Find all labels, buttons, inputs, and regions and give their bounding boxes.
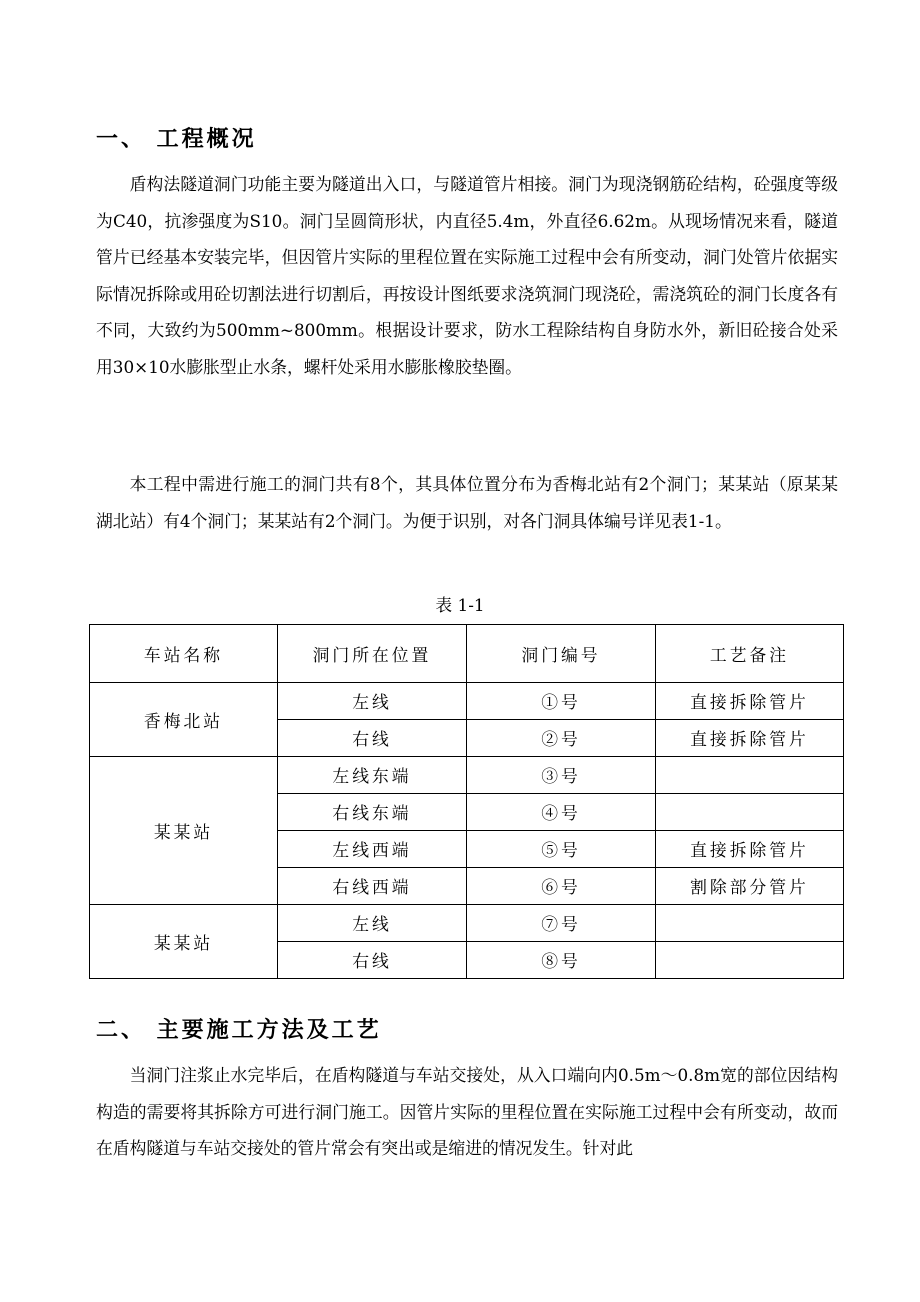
number-cell: ③号 xyxy=(467,757,656,794)
table-header-row xyxy=(90,625,844,683)
position-cell: 左线 xyxy=(278,683,467,720)
header-note: 工艺备注 xyxy=(656,625,844,683)
note-cell: 割除部分管片 xyxy=(656,868,844,905)
position-cell: 右线西端 xyxy=(278,868,467,905)
section-1-heading: 一、 工程概况 xyxy=(96,127,257,152)
number-cell: ①号 xyxy=(467,683,656,720)
section-2-paragraph-1: 当洞门注浆止水完毕后，在盾构隧道与车站交接处，从入口端向内0.5m～0.8m宽的部位因结构构造的需要将其拆除方可进行洞门施工。因管片实际的里程位置在实际施工过程中会有所变动，故而在盾构隧道与车站交接处的管片常会有突出或是缩进的情况发生。针对此 xyxy=(96,1065,838,1158)
station-cell: 香梅北站 xyxy=(90,683,278,757)
number-cell: ⑧号 xyxy=(467,942,656,979)
number-cell: ⑦号 xyxy=(467,905,656,942)
header-number: 洞门编号 xyxy=(467,625,656,683)
section-1-paragraph-2: 本工程中需进行施工的洞门共有8个，其具体位置分布为香梅北站有2个洞门；某某站（原某某湖北站）有4个洞门；某某站有2个洞门。为便于识别，对各门洞具体编号详见表1-1。 xyxy=(96,474,838,531)
station-cell: 某某站 xyxy=(90,757,278,905)
note-cell: 直接拆除管片 xyxy=(656,683,844,720)
position-cell: 左线东端 xyxy=(278,757,467,794)
table-row xyxy=(90,757,844,794)
note-cell xyxy=(656,942,844,979)
number-cell: ②号 xyxy=(467,720,656,757)
table-row xyxy=(90,683,844,720)
section-2-heading: 二、 主要施工方法及工艺 xyxy=(96,1018,382,1043)
position-cell: 左线 xyxy=(278,905,467,942)
note-cell: 直接拆除管片 xyxy=(656,831,844,868)
number-cell: ⑤号 xyxy=(467,831,656,868)
header-station: 车站名称 xyxy=(90,625,278,683)
note-cell xyxy=(656,905,844,942)
position-cell: 右线东端 xyxy=(278,794,467,831)
table-caption: 表 1-1 xyxy=(435,595,485,615)
position-cell: 右线 xyxy=(278,942,467,979)
section-1-paragraph-1: 盾构法隧道洞门功能主要为隧道出入口，与隧道管片相接。洞门为现浇钢筋砼结构，砼强度等级为C40，抗渗强度为S10。洞门呈圆筒形状，内直径5.4m，外直径6.62m。从现场情况来看，隧道管片已经基本安装完毕，但因管片实际的里程位置在实际施工过程中会有所变动，洞门处管片依据实际情况拆除或用砼切割法进行切割后，再按设计图纸要求浇筑洞门现浇砼，需浇筑砼的洞门长度各有不同，大致约为500mm~800mm。根据设计要求，防水工程除结构自身防水外，新旧砼接合处采用30×10水膨胀型止水条，螺杆处采用水膨胀橡胶垫圈。 xyxy=(96,174,838,377)
position-cell: 左线西端 xyxy=(278,831,467,868)
position-cell: 右线 xyxy=(278,720,467,757)
tunnel-portal-table xyxy=(89,624,844,979)
note-cell xyxy=(656,794,844,831)
note-cell xyxy=(656,757,844,794)
header-position: 洞门所在位置 xyxy=(278,625,467,683)
number-cell: ④号 xyxy=(467,794,656,831)
note-cell: 直接拆除管片 xyxy=(656,720,844,757)
number-cell: ⑥号 xyxy=(467,868,656,905)
table-row xyxy=(90,905,844,942)
station-cell: 某某站 xyxy=(90,905,278,979)
